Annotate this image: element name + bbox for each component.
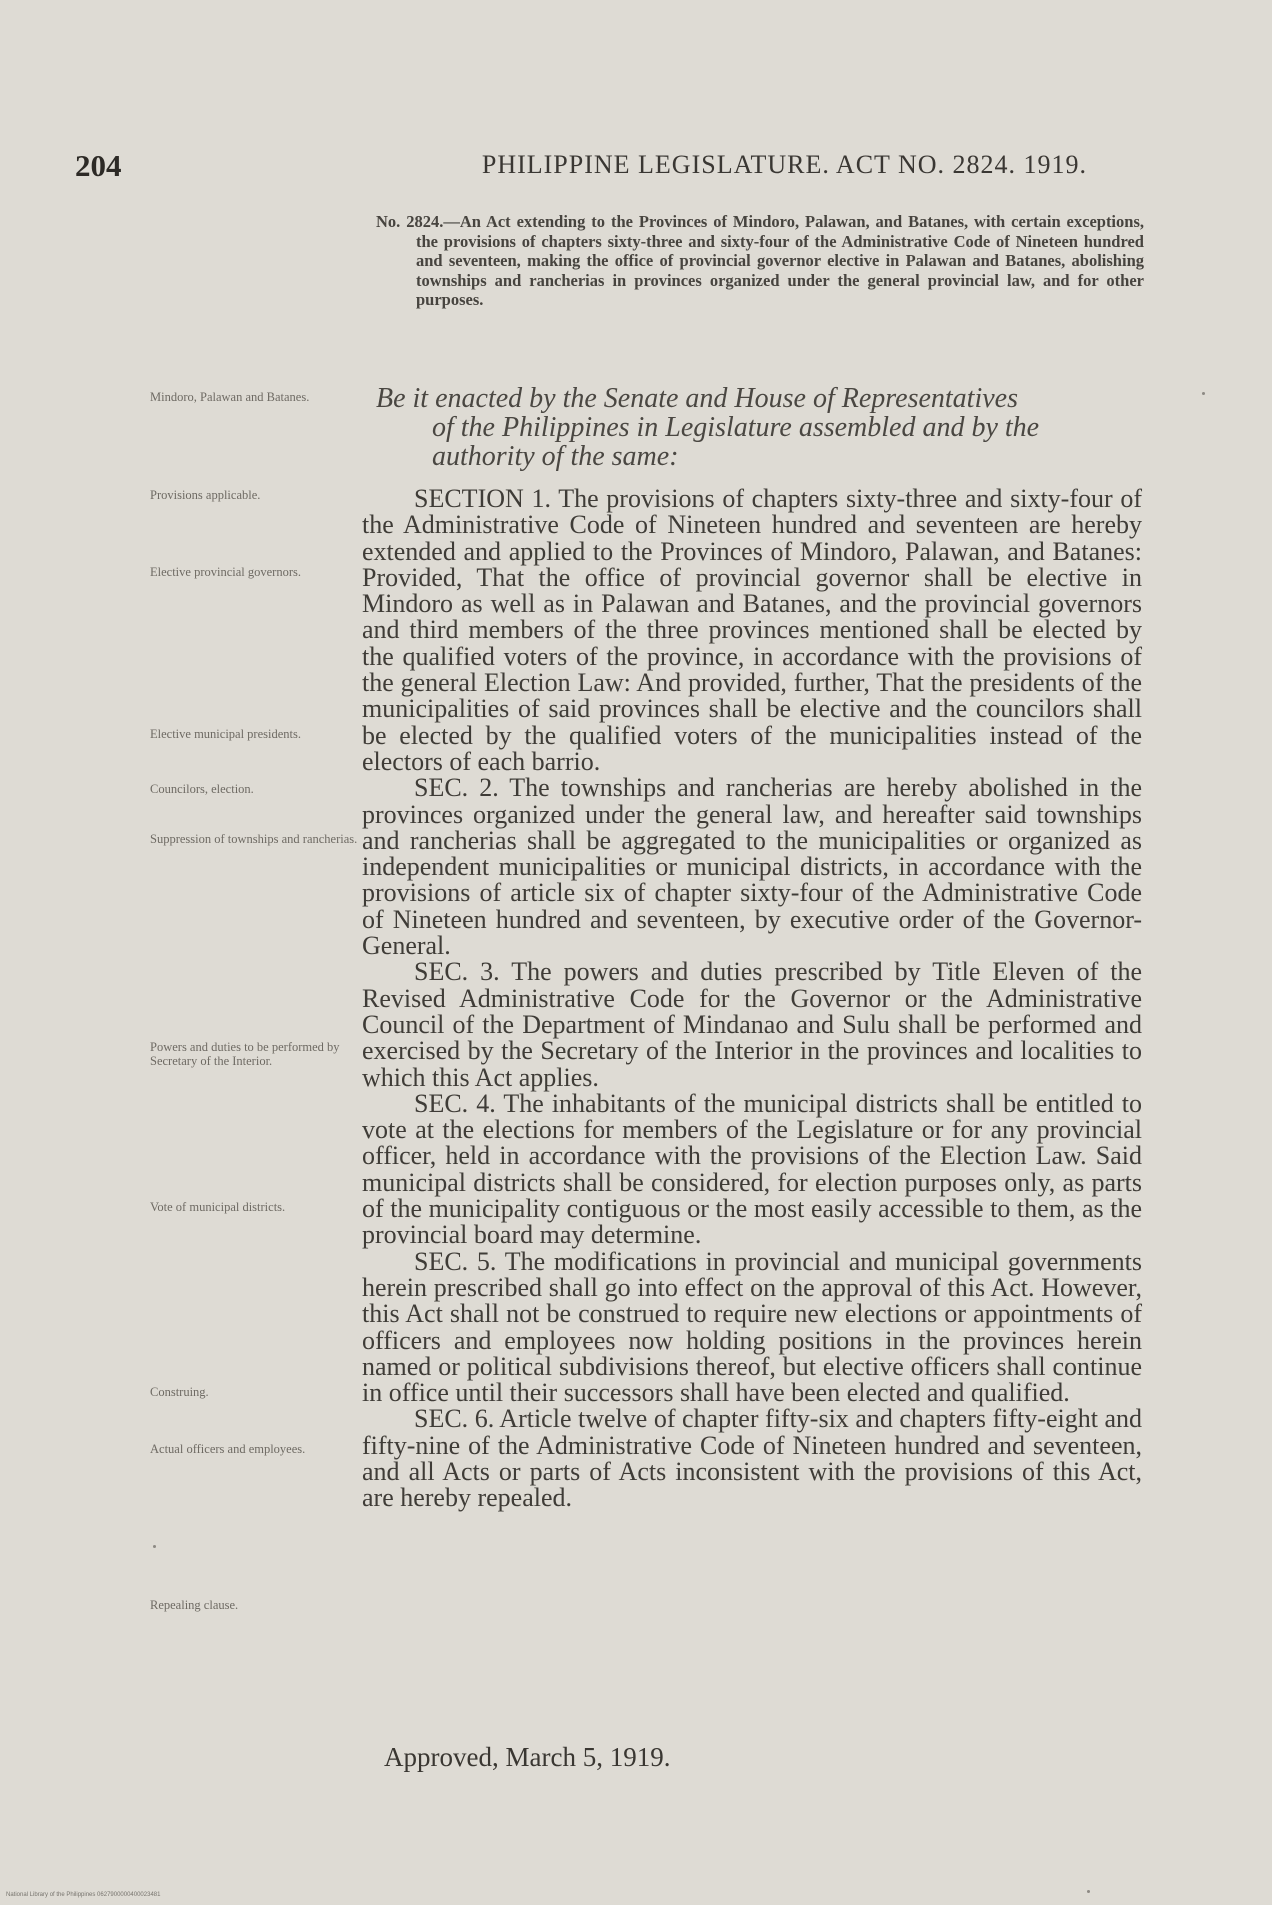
margin-note: Provisions applicable.	[150, 488, 261, 502]
margin-note: Mindoro, Palawan and Batanes.	[150, 390, 310, 404]
scan-footer: National Library of the Philippines 0627900000400023481	[6, 1892, 161, 1898]
enacting-clause	[376, 384, 1144, 471]
page-number: 204	[75, 148, 122, 183]
margin-note: Elective provincial governors.	[150, 565, 301, 579]
section-1: SECTION 1. The provisions of chapters sixty-three and sixty-four of the Administrative Code of Nineteen hundred and seventeen are hereby extended and applied to the Provinces of Mindoro, Palawan, and Batanes: Provided, That the office of provincial governor shall be elective in Mindoro as well as in Palawan and Batanes, and the provincial governors and third members of the three provinces mentioned shall be elected by the qualified voters of the province, in accordance with the provisions of the general Election Law: And provided, further, That the presidents of the municipalities of said provinces shall be elective and the councilors shall be elected by the qualified voters of the municipalities instead of the electors of each barrio.	[362, 484, 1142, 776]
margin-note: Suppression of townships and rancherias.	[150, 832, 358, 846]
section-2: SEC. 2. The townships and rancherias are hereby abolished in the provinces organized under the general law, and hereafter said townships and rancherias shall be aggregated to the municipalities or organized as independent municipalities or municipal districts, in accordance with the provisions of article six of chapter sixty-four of the Administrative Code of Nineteen hundred and seventeen, by executive order of the Governor-General.	[362, 773, 1142, 961]
running-head: PHILIPPINE LEGISLATURE. ACT NO. 2824. 1919.	[481, 150, 1087, 179]
act-body	[362, 486, 1142, 1512]
section-6: SEC. 6. Article twelve of chapter fifty-six and chapters fifty-eight and fifty-nine of the Administrative Code of Nineteen hundred and seventeen, and all Acts or parts of Acts inconsistent with the provisions of this Act, are hereby repealed.	[362, 1404, 1142, 1513]
section-4: SEC. 4. The inhabitants of the municipal districts shall be entitled to vote at the elections for members of the Legislature or for any provincial officer, held in accordance with the provisions of the Election Law. Said municipal districts shall be considered, for election purposes only, as parts of the municipality contiguous or the most easily accessible to them, as the provincial board may determine.	[362, 1088, 1142, 1250]
page-header	[75, 148, 1087, 188]
margin-note: Construing.	[150, 1385, 209, 1399]
margin-note: Actual officers and employees.	[150, 1442, 306, 1456]
margin-note: Elective municipal presidents.	[150, 727, 301, 741]
approval-date: Approved, March 5, 1919.	[384, 1742, 671, 1772]
enacting-clause-rest: of the Philippines in Legislature assembled and by the authority of the same:	[432, 412, 1040, 472]
paper-speck	[1087, 1890, 1090, 1893]
paper-speck	[1202, 392, 1205, 395]
enacting-clause-line1: Be it enacted by the Senate and House of Representatives	[376, 383, 1018, 414]
margin-note: Powers and duties to be performed by Secretary of the Interior.	[150, 1040, 340, 1068]
act-synopsis: No. 2824.—An Act extending to the Provinces of Mindoro, Palawan, and Batanes, with certain exceptions, the provisions of chapters sixty-three and sixty-four of the Administrative Code of Nineteen hundred and seventeen, making the office of provincial governor elective in Palawan and Batanes, abolishing townships and rancherias in provinces organized under the general provincial law, and for other purposes.	[376, 212, 1144, 310]
margin-note: Repealing clause.	[150, 1598, 239, 1612]
margin-note: Vote of municipal districts.	[150, 1200, 286, 1214]
paper-speck	[153, 1545, 156, 1548]
margin-note: Councilors, election.	[150, 782, 254, 796]
section-5: SEC. 5. The modifications in provincial and municipal governments herein prescribed shall go into effect on the approval of this Act. However, this Act shall not be construed to require new elections or appointments of officers and employees now holding positions in the provinces herein named or political subdivisions thereof, but elective officers shall continue in office until their successors shall have been elected and qualified.	[362, 1246, 1142, 1408]
section-3: SEC. 3. The powers and duties prescribed by Title Eleven of the Revised Administrative Code for the Governor or the Administrative Council of the Department of Mindanao and Sulu shall be performed and exercised by the Secretary of the Interior in the provinces and localities to which this Act applies.	[362, 957, 1142, 1092]
